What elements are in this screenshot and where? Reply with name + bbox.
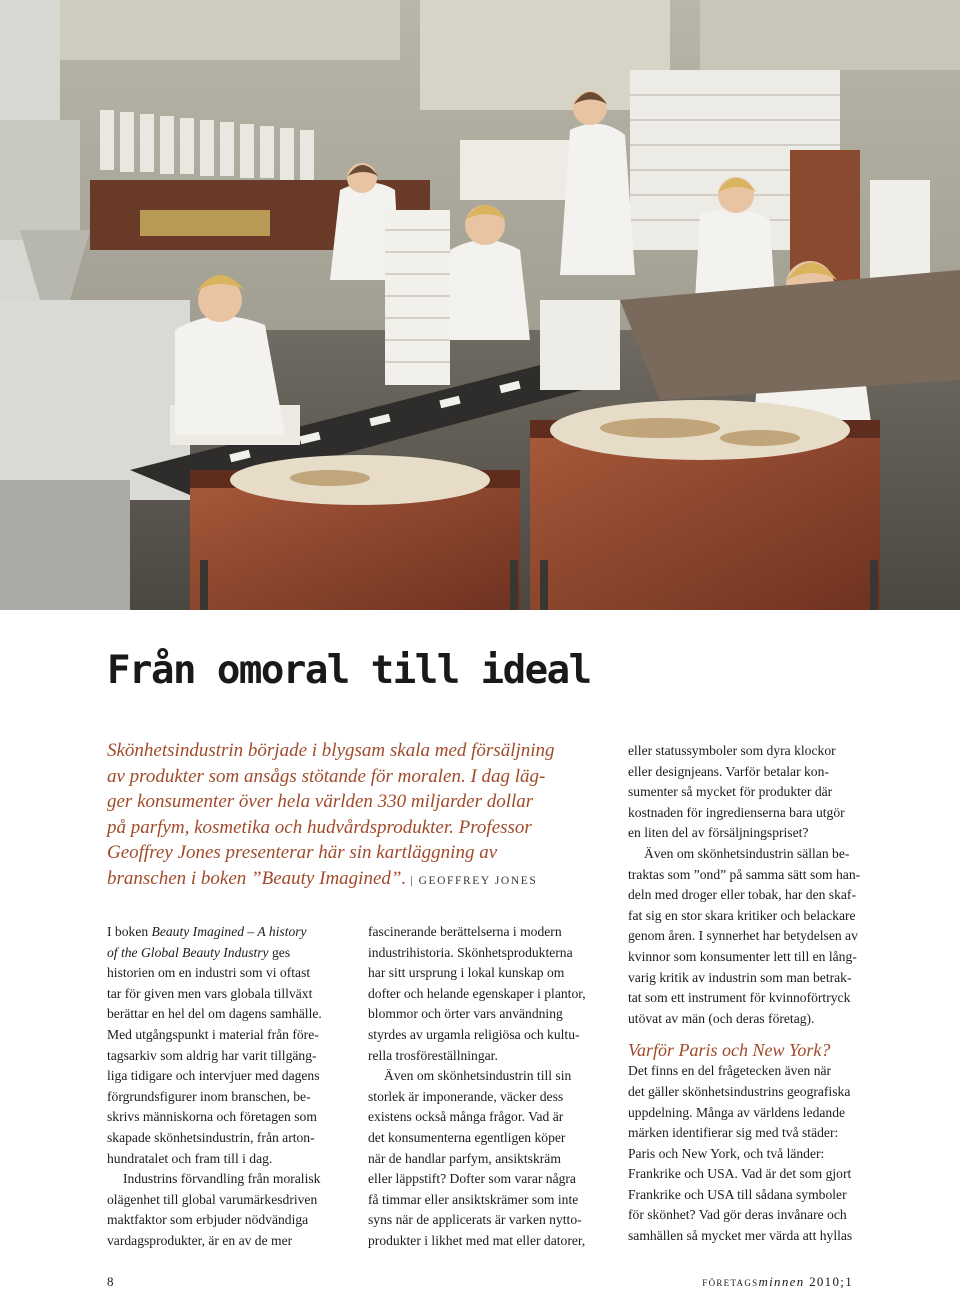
body-line: för skönhet? Vad gör deras invånare och bbox=[628, 1207, 847, 1223]
lead-line: ger konsumenter över hela världen 330 miljarder dollar bbox=[107, 791, 534, 812]
lead-line: branschen i boken ”Beauty Imagined”. bbox=[107, 867, 407, 889]
body-line: eller statussymboler som dyra klockor bbox=[628, 743, 836, 758]
body-line: när de handlar parfym, ansiktskräm bbox=[368, 1150, 561, 1166]
body-line: det gäller skönhetsindustrins geografiska bbox=[628, 1083, 851, 1099]
body-line: produkter i likhet med mat eller datorer, bbox=[368, 1232, 586, 1248]
body-line: Med utgångspunkt i material från före- bbox=[107, 1026, 319, 1042]
body-line: syns när de applicerats är varken nytto- bbox=[368, 1212, 582, 1228]
factory-photo bbox=[0, 0, 960, 610]
body-line: Det finns en del frågetecken även när bbox=[628, 1063, 832, 1079]
section-subheading: Varför Paris och New York? bbox=[628, 1040, 831, 1061]
article-title: Från omoral till ideal bbox=[107, 648, 591, 693]
body-line: Industrins förvandling från moralisk bbox=[123, 1171, 321, 1187]
body-line bbox=[107, 922, 367, 943]
article-lead bbox=[107, 738, 607, 894]
body-line: Frankrike och USA. Vad är det som gjort bbox=[628, 1166, 852, 1182]
body-line: hundratalet och fram till i dag. bbox=[107, 1150, 273, 1166]
body-line: blommor och örter vars användning bbox=[368, 1006, 563, 1022]
magazine-footer bbox=[702, 1274, 853, 1290]
body-line: berättar en hel del om dagens samhälle. bbox=[107, 1006, 322, 1022]
body-line: eller designjeans. Varför betalar kon- bbox=[628, 763, 829, 779]
photo-illustration bbox=[0, 0, 960, 610]
body-line: en liten del av försäljningspriset? bbox=[628, 825, 809, 841]
magazine-name-part1: företags bbox=[702, 1274, 759, 1289]
body-line: fat sig en stor skara kritiker och belackare bbox=[628, 907, 856, 923]
body-line: rella trosföreställningar. bbox=[368, 1047, 498, 1063]
book-title: of the Global Beauty Industry bbox=[107, 944, 269, 960]
body-text: ges bbox=[268, 944, 291, 960]
body-line: deln med droger eller tobak, har den skaf- bbox=[628, 887, 856, 903]
body-column-1 bbox=[107, 922, 367, 1252]
body-line: kostnaden för ingredienserna bara utgör bbox=[628, 804, 845, 820]
body-line: tagsarkiv som aldrig har varit tillgäng- bbox=[107, 1047, 317, 1063]
body-line: har sitt ursprung i lokal kunskap om bbox=[368, 965, 565, 981]
lead-line: av produkter som ansågs stötande för moralen. I dag läg- bbox=[107, 765, 546, 787]
body-line bbox=[107, 943, 367, 964]
body-line: dofter och helande egenskaper i plantor, bbox=[368, 985, 586, 1001]
body-text: I boken bbox=[107, 924, 152, 939]
body-column-3 bbox=[628, 741, 888, 1247]
body-line: maktfaktor som erbjuder nödvändiga bbox=[107, 1212, 309, 1228]
lead-line: Skönhetsindustrin började i blygsam skala med försäljning bbox=[107, 740, 555, 761]
body-line: samhällen så mycket mer värda att hyllas bbox=[628, 1228, 853, 1244]
body-line: sumenter så mycket för produkter där bbox=[628, 784, 833, 800]
magazine-name-part2: minnen bbox=[758, 1274, 805, 1289]
body-line: förgrundsfigurer inom branschen, be- bbox=[107, 1088, 311, 1104]
body-line: skapade skönhetsindustrin, från arton- bbox=[107, 1129, 315, 1145]
body-line: genom åren. I synnerhet har betydelsen av bbox=[628, 928, 858, 944]
author-byline: | GEOFFREY JONES bbox=[410, 874, 538, 887]
body-line: det konsumenterna egentligen köper bbox=[368, 1129, 566, 1145]
body-line: industrihistoria. Skönhetsprodukterna bbox=[368, 944, 573, 960]
body-line: liga tidigare och intervjuer med dagens bbox=[107, 1068, 320, 1084]
body-line: traktas som ”ond” på samma sätt som han- bbox=[628, 866, 861, 882]
body-line: märken identifierar sig med två städer: bbox=[628, 1125, 839, 1141]
body-line: få timmar eller ansiktskrämer som inte bbox=[368, 1191, 579, 1207]
body-line: tar för given men vars globala tillväxt bbox=[107, 985, 313, 1001]
body-line: skrivs människorna och företagen som bbox=[107, 1109, 317, 1125]
issue-number: 2010;1 bbox=[804, 1274, 853, 1289]
body-line: eller läppstift? Dofter som varar några bbox=[368, 1171, 576, 1187]
body-line: kvinnor som konsumenter lett till en lång- bbox=[628, 948, 857, 964]
lead-last-line-wrap bbox=[107, 866, 607, 895]
body-line: styrdes av urgamla religiösa och kultu- bbox=[368, 1026, 580, 1042]
body-line: uppdelning. Många av världens ledande bbox=[628, 1104, 846, 1120]
body-line: existens också många frågor. Vad är bbox=[368, 1109, 564, 1125]
body-line: utövat av män (och deras företag). bbox=[628, 1010, 815, 1026]
page-number: 8 bbox=[107, 1274, 114, 1289]
body-line: varig kritik av industrin som man betrak- bbox=[628, 969, 852, 985]
lead-line: på parfym, kosmetika och hudvårdsprodukter. Professor bbox=[107, 816, 532, 838]
lead-line: Geoffrey Jones presenterar här sin kartläggning av bbox=[107, 842, 498, 863]
body-line: Även om skönhetsindustrin sällan be- bbox=[644, 845, 850, 861]
body-line: tat som ett instrument för kvinnoförtryck bbox=[628, 990, 851, 1006]
body-line: fascinerande berättelserna i modern bbox=[368, 924, 562, 939]
body-line: storlek är imponerande, väcker dess bbox=[368, 1088, 564, 1104]
body-line: historien om en industri som vi oftast bbox=[107, 965, 311, 981]
body-line: Paris och New York, och två länder: bbox=[628, 1145, 825, 1161]
body-line: Även om skönhetsindustrin till sin bbox=[384, 1068, 572, 1084]
body-line: Frankrike och USA till sådana symboler bbox=[628, 1186, 847, 1202]
body-line: olägenhet till global varumärkesdriven bbox=[107, 1191, 318, 1207]
book-title: Beauty Imagined – A history bbox=[151, 924, 307, 939]
body-column-2 bbox=[368, 922, 628, 1252]
body-line: vardagsprodukter, är en av de mer bbox=[107, 1232, 293, 1248]
